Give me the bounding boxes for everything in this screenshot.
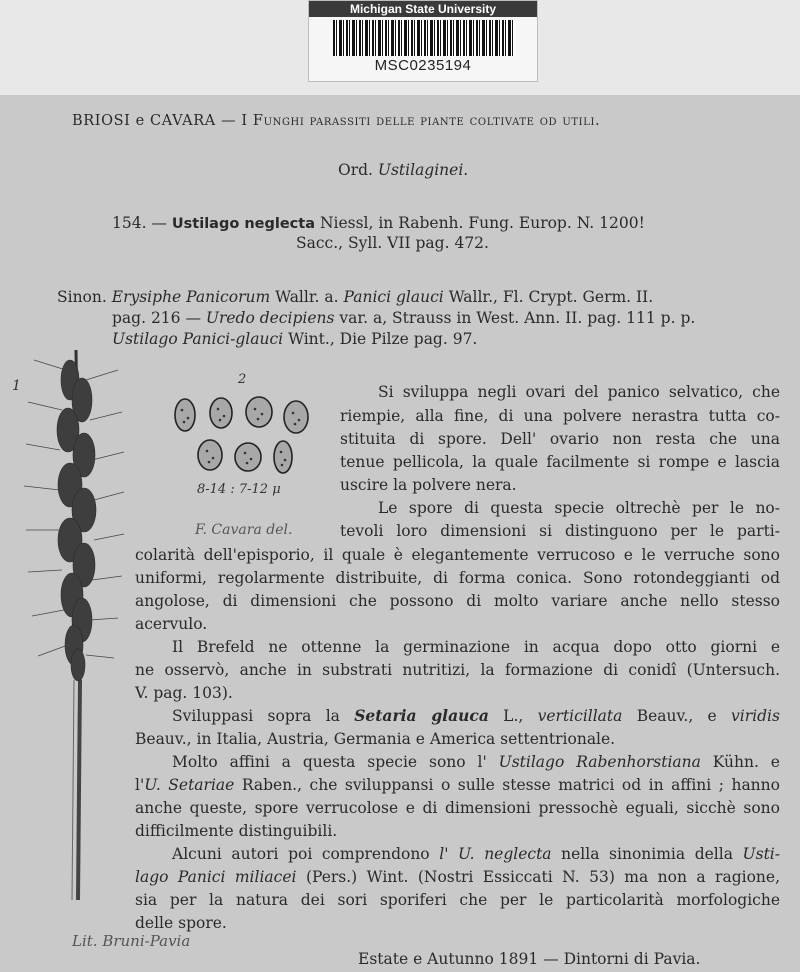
spore-dimensions: 8-14 : 7-12 μ — [197, 482, 281, 497]
synonymy-line-3: Ustilago Panici-glauci Wint., Die Pilze pag. 97. — [112, 330, 478, 348]
paragraph-1-line: uscire la polvere nera. — [340, 476, 517, 494]
paragraph-2-line: colarità dell'episporio, il quale è elegantemente verrucoso e le verruche sono — [135, 546, 780, 564]
series-header — [72, 111, 600, 131]
paragraph-3-line: V. pag. 103). — [135, 684, 233, 702]
figure-number-2: 2 — [238, 372, 247, 387]
host-name: verticillata — [537, 707, 623, 725]
paragraph-3-line: ne osservò, anche in substrati nutritizi, la formazione di conidî (Untersuch. — [135, 661, 780, 679]
synonym: Erysiphe Panicorum — [111, 288, 271, 306]
entry-citation: Niessl, in Rabenh. Fung. Europ. N. 1200! — [319, 214, 645, 232]
paragraph-4-line: Sviluppasi sopra la Setaria glauca L., verticillata Beauv., e viridis — [172, 706, 780, 725]
paragraph-3-line: Il Brefeld ne ottenne la germinazione in acqua dopo otto giorni e — [172, 638, 780, 656]
lithographer-signature: Lit. Bruni-Pavia — [72, 932, 191, 950]
paragraph-6-line: Alcuni autori poi comprendono l' U. neglecta nella sinonimia della Usti- — [172, 845, 780, 863]
barcode-label — [308, 0, 538, 82]
collection-info: Estate e Autunno 1891 — Dintorni di Pavia. — [358, 950, 701, 968]
species-ref: Ustilago Rabenhorstiana — [498, 753, 701, 771]
paragraph-5-line: anche queste, spore verrucolose e di dimensioni pressochè eguali, sicchè sono — [135, 799, 780, 817]
synonym: Ustilago Panici-glauci — [112, 330, 284, 348]
panicle-illustration — [20, 340, 125, 910]
illustrator-signature: F. Cavara del. — [195, 522, 293, 538]
authors: BRIOSI e CAVARA — [72, 113, 216, 129]
species-ref: l' U. neglecta — [439, 845, 552, 863]
paragraph-5-line: l'U. Setariae Raben., che sviluppansi o sulle stesse matrici od in affini ; hanno — [135, 776, 780, 794]
species-name: Ustilago neglecta — [171, 216, 315, 232]
paragraph-5-line: Molto affini a questa specie sono l' Ustilago Rabenhorstiana Kühn. e — [172, 753, 780, 771]
host-name: Setaria glauca — [354, 706, 489, 725]
order-line: Ord. Ustilaginei. — [338, 161, 469, 179]
paragraph-2-line: tevoli loro dimensioni si distinguono per le parti- — [340, 522, 780, 540]
paragraph-1-line: riempie, alla fine, di una polvere nerastra tutta co- — [340, 407, 780, 425]
synonymy-line-2: pag. 216 — Uredo decipiens var. a, Strauss in West. Ann. II. pag. 111 p. p. — [112, 309, 696, 327]
entry-line — [112, 213, 645, 234]
synonymy-line-1: Sinon. Erysiphe Panicorum Wallr. a. Panici glauci Wallr., Fl. Crypt. Germ. II. — [57, 288, 654, 306]
paragraph-2-line: acervulo. — [135, 615, 208, 633]
synonym: Uredo decipiens — [205, 309, 335, 327]
synonym: Panici glauci — [343, 288, 444, 306]
paragraph-1-line: Si sviluppa negli ovari del panico selvatico, che — [378, 383, 780, 401]
figure-number-1: 1 — [12, 378, 21, 394]
barcode-icon — [333, 20, 515, 56]
host-name: viridis — [731, 707, 780, 725]
entry-number: 154. — — [112, 214, 167, 232]
paragraph-6-line: lago Panici miliacei (Pers.) Wint. (Nostri Essiccati N. 53) ma non a ragione, — [135, 868, 780, 886]
institution-name: Michigan State University — [309, 1, 537, 17]
species-ref: U. Setariae — [144, 776, 235, 794]
species-ref: lago Panici miliacei — [135, 868, 297, 886]
paragraph-6-line: sia per la natura dei sori sporiferi che per le particolarità morfologiche — [135, 891, 780, 909]
paragraph-5-line: difficilmente distinguibili. — [135, 822, 338, 840]
paragraph-1-line: stituita di spore. Dell' ovario non resta che una — [340, 430, 780, 448]
paragraph-1-line: tenue pellicola, la quale facilmente si rompe e lascia — [340, 453, 780, 471]
catalog-number: MSC0235194 — [374, 57, 472, 74]
paragraph-4-line: Beauv., in Italia, Austria, Germania e America settentrionale. — [135, 730, 616, 748]
entry-citation-2: Sacc., Syll. VII pag. 472. — [296, 234, 489, 252]
series-title: — I Funghi parassiti delle piante coltivate od utili. — [221, 113, 601, 129]
paragraph-2-line: uniformi, regolarmente distribuite, di forma conica. Sono rotondeggianti od — [135, 569, 780, 587]
order-name: Ustilaginei. — [377, 161, 469, 179]
paragraph-2-line: Le spore di questa specie oltrechè per le no- — [378, 499, 780, 517]
paragraph-6-line: delle spore. — [135, 914, 227, 932]
species-ref: Usti- — [742, 845, 780, 863]
paragraph-2-line: angolose, di dimensioni che possono di molto variare anche nello stesso — [135, 592, 780, 610]
